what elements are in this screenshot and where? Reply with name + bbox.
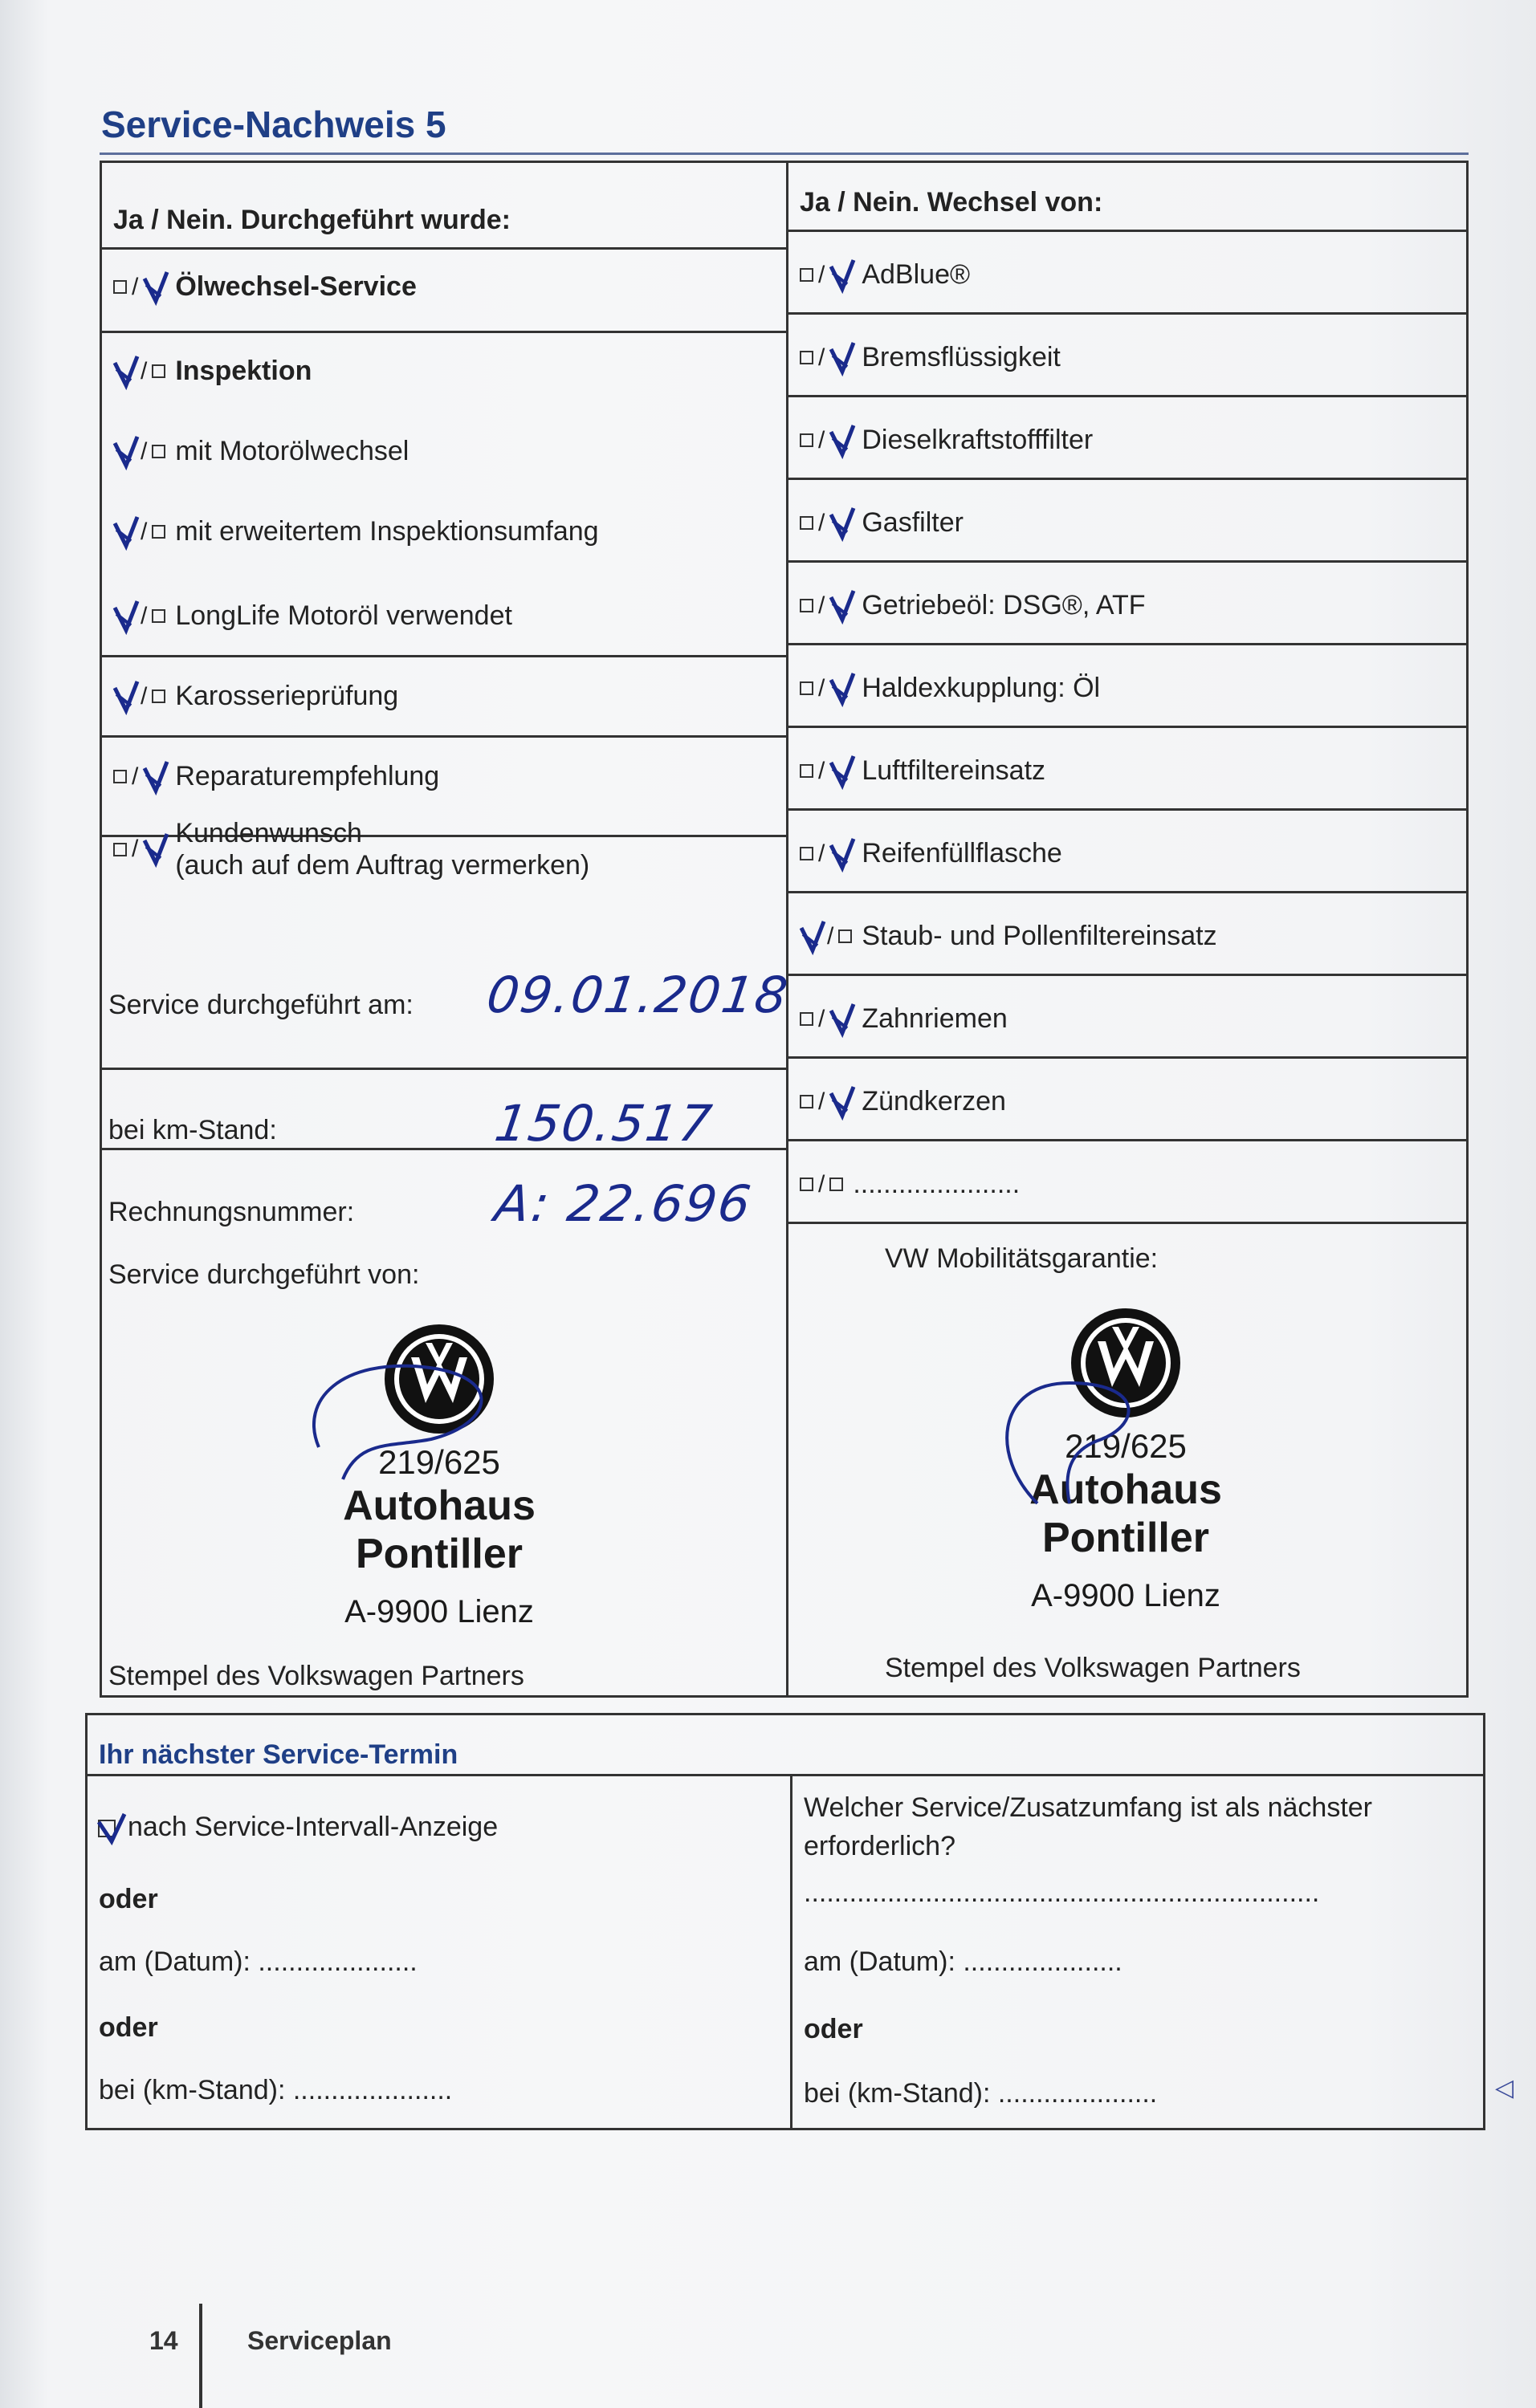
slash-separator: / xyxy=(141,437,148,465)
right-item-11-checkpair xyxy=(800,1171,843,1198)
nein-checkbox[interactable] xyxy=(152,525,165,539)
right-row-0 xyxy=(788,232,1466,315)
slash-separator: / xyxy=(818,840,825,867)
slash-separator: / xyxy=(132,273,139,300)
right-item-label: Gasfilter xyxy=(862,507,964,538)
slash-separator: / xyxy=(818,592,825,619)
check-mark-icon[interactable] xyxy=(113,358,136,385)
right-item-label: Haldexkupplung: Öl xyxy=(862,673,1101,703)
right-row-11 xyxy=(788,1141,1466,1224)
left-item-4 xyxy=(113,600,512,632)
right-item-9-checkpair xyxy=(800,1006,852,1033)
slash-separator: / xyxy=(827,922,834,950)
left-item-label: Ölwechsel-Service xyxy=(175,271,417,302)
right-item-6-checkpair xyxy=(800,758,852,785)
left-header: Ja / Nein. Durchgeführt wurde: xyxy=(113,205,511,235)
right-item-11 xyxy=(800,1169,1020,1200)
stamp-right-line1: Autohaus xyxy=(1029,1466,1222,1513)
right-item-label: Zündkerzen xyxy=(862,1086,1006,1117)
next-date-left[interactable]: am (Datum): ..................... xyxy=(99,1946,418,1977)
check-mark-icon[interactable] xyxy=(800,923,822,950)
service-date-value: 09.01.2018 xyxy=(483,966,793,1024)
page-title: Service-Nachweis 5 xyxy=(101,104,446,145)
km-value: 150.517 xyxy=(491,1094,717,1153)
right-row-10 xyxy=(788,1059,1466,1141)
nein-checkbox[interactable] xyxy=(152,609,165,623)
right-item-2 xyxy=(800,425,1093,456)
slash-separator: / xyxy=(818,757,825,784)
mobility-label: VW Mobilitätsgarantie: xyxy=(885,1243,1159,1274)
stamp-right-city: A-9900 Lienz xyxy=(1031,1578,1220,1613)
slash-separator: / xyxy=(818,1170,825,1198)
next-service-right xyxy=(792,1776,1483,2130)
next-service-header: Ihr nächster Service-Termin xyxy=(88,1715,1483,1776)
stamp-right-line2: Pontiller xyxy=(1041,1515,1210,1561)
right-item-5 xyxy=(800,673,1100,704)
left-item-4-checkpair xyxy=(113,603,165,630)
right-item-label: Reifenfüllflasche xyxy=(862,838,1062,868)
right-item-9 xyxy=(800,1003,1008,1035)
slash-separator: / xyxy=(818,1005,825,1032)
ja-checkbox[interactable] xyxy=(800,351,813,364)
left-item-5 xyxy=(113,681,398,712)
check-mark-icon[interactable] xyxy=(829,592,852,620)
right-row-4 xyxy=(788,563,1466,645)
right-item-10 xyxy=(800,1086,1006,1117)
footer-divider xyxy=(199,2304,202,2408)
signature-loop xyxy=(295,1327,519,1487)
left-item-7 xyxy=(113,817,589,881)
slash-separator: / xyxy=(818,1088,825,1115)
right-header-row xyxy=(788,163,1466,232)
check-mark-icon[interactable] xyxy=(829,510,852,537)
right-item-1-checkpair xyxy=(800,344,852,372)
stamp-right xyxy=(997,1303,1254,1614)
invoice-value: A: 22.696 xyxy=(491,1174,756,1233)
next-service-box xyxy=(85,1713,1485,2130)
footer-section: Serviceplan xyxy=(247,2326,392,2355)
right-row-9 xyxy=(788,976,1466,1059)
right-item-0 xyxy=(800,259,970,291)
left-item-7-checkpair xyxy=(113,836,165,863)
right-row-5 xyxy=(788,645,1466,728)
check-mark-icon[interactable] xyxy=(829,262,852,289)
left-item-6 xyxy=(113,761,439,792)
right-item-label[interactable]: ...................... xyxy=(853,1169,1021,1199)
left-item-1-checkpair xyxy=(113,358,165,385)
right-item-3 xyxy=(800,507,964,539)
left-item-5-checkpair xyxy=(113,683,165,710)
slash-separator: / xyxy=(132,836,139,862)
right-item-0-checkpair xyxy=(800,262,852,289)
ja-checkbox[interactable] xyxy=(113,770,127,783)
stamp-left-line1: Autohaus xyxy=(343,1483,536,1529)
ja-checkbox[interactable] xyxy=(800,681,813,695)
stamp-caption-right: Stempel des Volkswagen Partners xyxy=(885,1653,1301,1683)
right-item-1 xyxy=(800,342,1061,373)
right-item-label: Getriebeöl: DSG®, ATF xyxy=(862,590,1146,620)
check-mark-icon[interactable] xyxy=(829,427,852,454)
km-label: bei km-Stand: xyxy=(108,1115,277,1145)
slash-separator: / xyxy=(818,344,825,371)
left-item-6-checkpair xyxy=(113,763,165,791)
check-mark-icon[interactable] xyxy=(113,603,136,630)
check-mark-icon[interactable] xyxy=(99,1814,121,1841)
page-marker-icon: ◁ xyxy=(1495,2075,1514,2101)
right-item-4-checkpair xyxy=(800,592,852,620)
left-item-label: LongLife Motoröl verwendet xyxy=(175,600,512,631)
service-date-label: Service durchgeführt am: xyxy=(108,990,414,1020)
left-item-0-checkpair xyxy=(113,274,165,301)
left-item-label: Kundenwunsch xyxy=(175,818,362,848)
right-item-4 xyxy=(800,590,1146,621)
right-header: Ja / Nein. Wechsel von: xyxy=(800,187,1103,218)
nein-checkbox[interactable] xyxy=(829,1178,843,1191)
ja-checkbox[interactable] xyxy=(800,847,813,860)
right-row-3 xyxy=(788,480,1466,563)
ja-checkbox[interactable] xyxy=(800,268,813,282)
right-item-3-checkpair xyxy=(800,510,852,537)
check-mark-icon[interactable] xyxy=(829,1088,852,1116)
check-mark-icon[interactable] xyxy=(113,519,136,546)
next-interval-line[interactable] xyxy=(99,1812,498,1843)
right-row-6 xyxy=(788,728,1466,811)
right-item-label: Luftfiltereinsatz xyxy=(862,755,1046,786)
right-item-label: Bremsflüssigkeit xyxy=(862,342,1061,372)
right-row-2 xyxy=(788,397,1466,480)
slash-separator: / xyxy=(132,763,139,790)
next-interval-label: nach Service-Intervall-Anzeige xyxy=(128,1812,499,1842)
slash-separator: / xyxy=(141,518,148,545)
ja-checkbox[interactable] xyxy=(800,599,813,612)
nein-checkbox[interactable] xyxy=(152,445,165,458)
right-item-label: Zahnriemen xyxy=(862,1003,1008,1034)
right-item-label: AdBlue® xyxy=(862,259,971,290)
right-item-6 xyxy=(800,755,1045,787)
check-mark-icon[interactable] xyxy=(113,683,136,710)
left-column xyxy=(102,163,793,1695)
right-item-8 xyxy=(800,921,1217,952)
page-number: 14 xyxy=(149,2326,178,2355)
right-item-7 xyxy=(800,838,1062,869)
ja-checkbox[interactable] xyxy=(113,280,127,294)
invoice-label: Rechnungsnummer: xyxy=(108,1197,355,1227)
right-item-8-checkpair xyxy=(800,923,852,950)
left-item-label: Karosserieprüfung xyxy=(175,681,399,711)
stamp-right-number: 219/625 xyxy=(1065,1427,1187,1465)
check-mark-icon[interactable] xyxy=(829,675,852,702)
right-row-8 xyxy=(788,893,1466,976)
slash-separator: / xyxy=(141,602,148,629)
slash-separator: / xyxy=(141,682,148,710)
left-item-1 xyxy=(113,356,312,387)
slash-separator: / xyxy=(818,509,825,536)
stamp-left-number: 219/625 xyxy=(378,1443,500,1481)
check-mark-icon[interactable] xyxy=(143,274,165,301)
nein-checkbox[interactable] xyxy=(838,929,852,943)
right-item-5-checkpair xyxy=(800,675,852,702)
service-grid xyxy=(100,161,1469,1698)
ja-checkbox[interactable] xyxy=(800,433,813,447)
right-item-label: Dieselkraftstofffilter xyxy=(862,425,1094,455)
check-mark-icon[interactable] xyxy=(829,840,852,868)
left-item-label-group xyxy=(175,817,589,881)
next-question-answer[interactable]: .................................................................... xyxy=(804,1877,1320,1908)
right-row-7 xyxy=(788,811,1466,893)
left-header-row xyxy=(102,163,786,250)
ja-checkbox[interactable] xyxy=(800,1095,813,1108)
check-mark-icon[interactable] xyxy=(829,344,852,372)
right-item-label: Staub- und Pollenfiltereinsatz xyxy=(862,921,1217,951)
next-date-right[interactable]: am (Datum): ..................... xyxy=(804,1946,1122,1977)
signature-loop xyxy=(981,1327,1190,1519)
slash-separator: / xyxy=(818,674,825,702)
nein-checkbox[interactable] xyxy=(152,364,165,378)
next-oder-1: oder xyxy=(99,1884,158,1914)
check-mark-icon[interactable] xyxy=(113,438,136,466)
slash-separator: / xyxy=(818,261,825,288)
right-column xyxy=(788,163,1466,1695)
stamp-caption-left: Stempel des Volkswagen Partners xyxy=(108,1661,524,1691)
title-rule xyxy=(100,153,1469,155)
nein-checkbox[interactable] xyxy=(152,689,165,703)
ja-checkbox[interactable] xyxy=(800,1012,813,1026)
check-mark-icon[interactable] xyxy=(829,758,852,785)
left-item-label: mit Motorölwechsel xyxy=(175,436,409,466)
left-item-label: Inspektion xyxy=(175,356,312,386)
left-item-label: Reparaturempfehlung xyxy=(175,761,440,791)
right-row-1 xyxy=(788,315,1466,397)
ja-checkbox[interactable] xyxy=(800,516,813,530)
check-mark-icon[interactable] xyxy=(143,763,165,791)
left-item-3 xyxy=(113,516,599,547)
left-item-0 xyxy=(113,271,417,303)
left-item-label: mit erweitertem Inspektionsumfang xyxy=(175,516,599,547)
ja-checkbox[interactable] xyxy=(800,1178,813,1191)
performed-by-label: Service durchgeführt von: xyxy=(108,1259,420,1290)
left-item-2 xyxy=(113,436,409,467)
stamp-left-city: A-9900 Lienz xyxy=(344,1594,534,1629)
right-item-7-checkpair xyxy=(800,840,852,868)
left-item-2-checkpair xyxy=(113,438,165,466)
next-km-right[interactable]: bei (km-Stand): ..................... xyxy=(804,2078,1158,2109)
slash-separator: / xyxy=(141,357,148,384)
ja-checkbox[interactable] xyxy=(800,764,813,778)
next-question-2: erforderlich? xyxy=(804,1831,955,1861)
left-item-3-checkpair xyxy=(113,519,165,546)
ja-checkbox[interactable] xyxy=(113,843,127,856)
check-mark-icon[interactable] xyxy=(829,1006,852,1033)
next-km-left[interactable]: bei (km-Stand): ..................... xyxy=(99,2075,453,2105)
stamp-left-line2: Pontiller xyxy=(355,1531,524,1577)
slash-separator: / xyxy=(818,426,825,454)
next-oder-right: oder xyxy=(804,2014,863,2044)
next-service-left xyxy=(88,1776,792,2130)
right-item-2-checkpair xyxy=(800,427,852,454)
next-oder-2: oder xyxy=(99,2012,158,2043)
left-item-label-2: (auch auf dem Auftrag vermerken) xyxy=(175,850,590,881)
check-mark-icon[interactable] xyxy=(143,836,165,863)
stamp-left xyxy=(311,1319,568,1630)
right-item-10-checkpair xyxy=(800,1088,852,1116)
next-question-1: Welcher Service/Zusatzumfang ist als nächster xyxy=(804,1792,1372,1823)
